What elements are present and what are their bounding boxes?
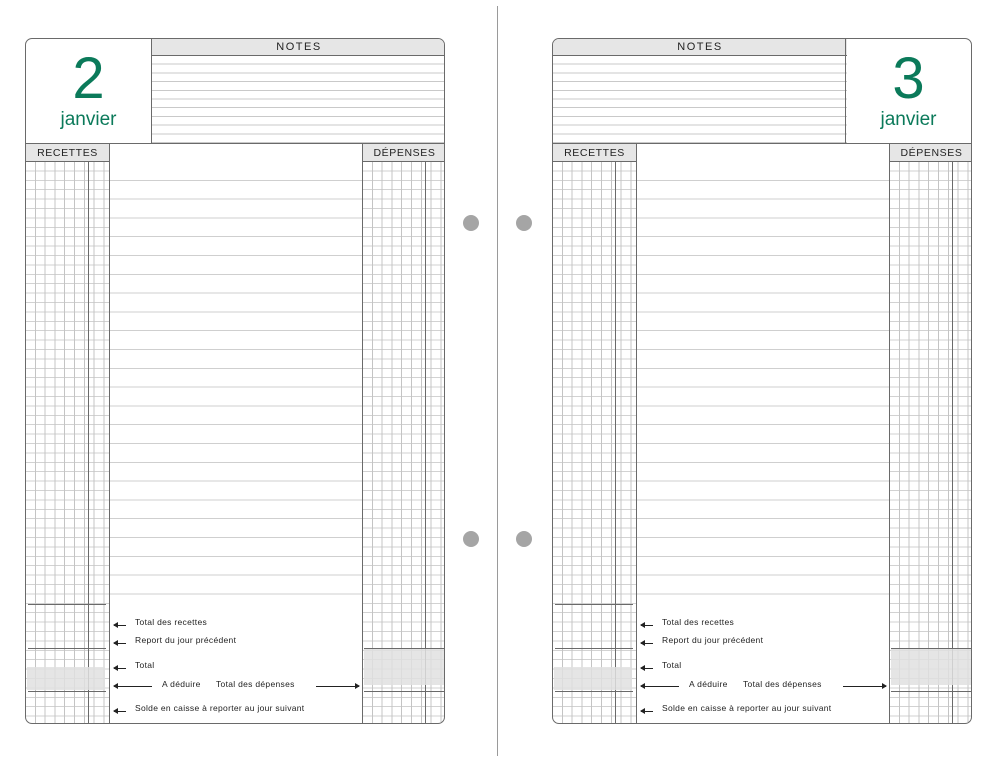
expenses-total-rule	[364, 648, 444, 649]
balance-label: Solde en caisse à reporter au jour suivant	[135, 703, 305, 713]
planner-page-right	[552, 38, 972, 724]
expenses-total-rule	[891, 691, 971, 692]
notes-section[interactable]	[553, 39, 847, 144]
notes-section[interactable]	[152, 39, 445, 144]
receipts-total-band	[554, 667, 632, 690]
arrow-icon	[641, 625, 653, 626]
total-expenses-label: Total des dépenses	[743, 679, 822, 689]
receipts-total-rule	[555, 648, 633, 649]
receipts-total-rule	[28, 648, 106, 649]
notes-lines[interactable]	[553, 56, 847, 143]
total-label: Total	[662, 660, 682, 670]
total-receipts-label: Total des recettes	[135, 617, 208, 627]
deduct-label: A déduire	[162, 679, 201, 689]
arrow-icon	[114, 625, 126, 626]
balance-label: Solde en caisse à reporter au jour suivant	[662, 703, 832, 713]
receipts-total-rule	[28, 691, 106, 692]
month-label: janvier	[60, 109, 117, 130]
receipts-heading: RECETTES	[553, 144, 637, 162]
arrow-icon	[316, 686, 359, 687]
expenses-column[interactable]	[889, 162, 972, 723]
day-number: 3	[892, 46, 925, 111]
entries-ruled-area[interactable]	[637, 162, 889, 600]
entries-heading-spacer	[637, 144, 889, 162]
binder-hole	[463, 215, 479, 231]
arrow-icon	[641, 643, 653, 644]
expenses-heading: DÉPENSES	[889, 144, 972, 162]
planner-page-left	[25, 38, 445, 724]
receipts-total-rule	[555, 691, 633, 692]
expenses-heading: DÉPENSES	[362, 144, 445, 162]
notes-heading: NOTES	[152, 39, 445, 56]
arrow-icon	[843, 686, 886, 687]
arrow-icon	[641, 711, 653, 712]
receipts-column[interactable]	[26, 162, 110, 723]
binder-hole	[463, 531, 479, 547]
arrow-icon	[114, 668, 126, 669]
expenses-total-rule	[891, 648, 971, 649]
arrow-icon	[114, 686, 152, 687]
date-box	[26, 39, 152, 144]
arrow-icon	[114, 643, 126, 644]
expenses-column[interactable]	[362, 162, 445, 723]
notes-lines[interactable]	[152, 56, 445, 143]
notes-heading: NOTES	[553, 39, 847, 56]
total-receipts-label: Total des recettes	[662, 617, 735, 627]
binder-hole	[516, 215, 532, 231]
date-box	[845, 39, 971, 144]
binder-hole	[516, 531, 532, 547]
receipts-total-band	[27, 667, 105, 690]
arrow-icon	[641, 686, 679, 687]
receipts-heading: RECETTES	[26, 144, 110, 162]
receipts-column[interactable]	[553, 162, 637, 723]
total-expenses-label: Total des dépenses	[216, 679, 295, 689]
expenses-total-rule	[364, 691, 444, 692]
expenses-total-band	[891, 649, 971, 685]
total-label: Total	[135, 660, 155, 670]
carry-forward-label: Report du jour précédent	[135, 635, 237, 645]
deduct-label: A déduire	[689, 679, 728, 689]
entries-heading-spacer	[110, 144, 362, 162]
arrow-icon	[114, 711, 126, 712]
month-label: janvier	[880, 109, 937, 130]
receipts-total-rule	[28, 604, 106, 605]
receipts-total-rule	[555, 604, 633, 605]
arrow-icon	[641, 668, 653, 669]
carry-forward-label: Report du jour précédent	[662, 635, 764, 645]
expenses-total-band	[364, 649, 444, 685]
day-number: 2	[72, 46, 105, 111]
binding-spine	[497, 6, 498, 756]
entries-ruled-area[interactable]	[110, 162, 362, 600]
